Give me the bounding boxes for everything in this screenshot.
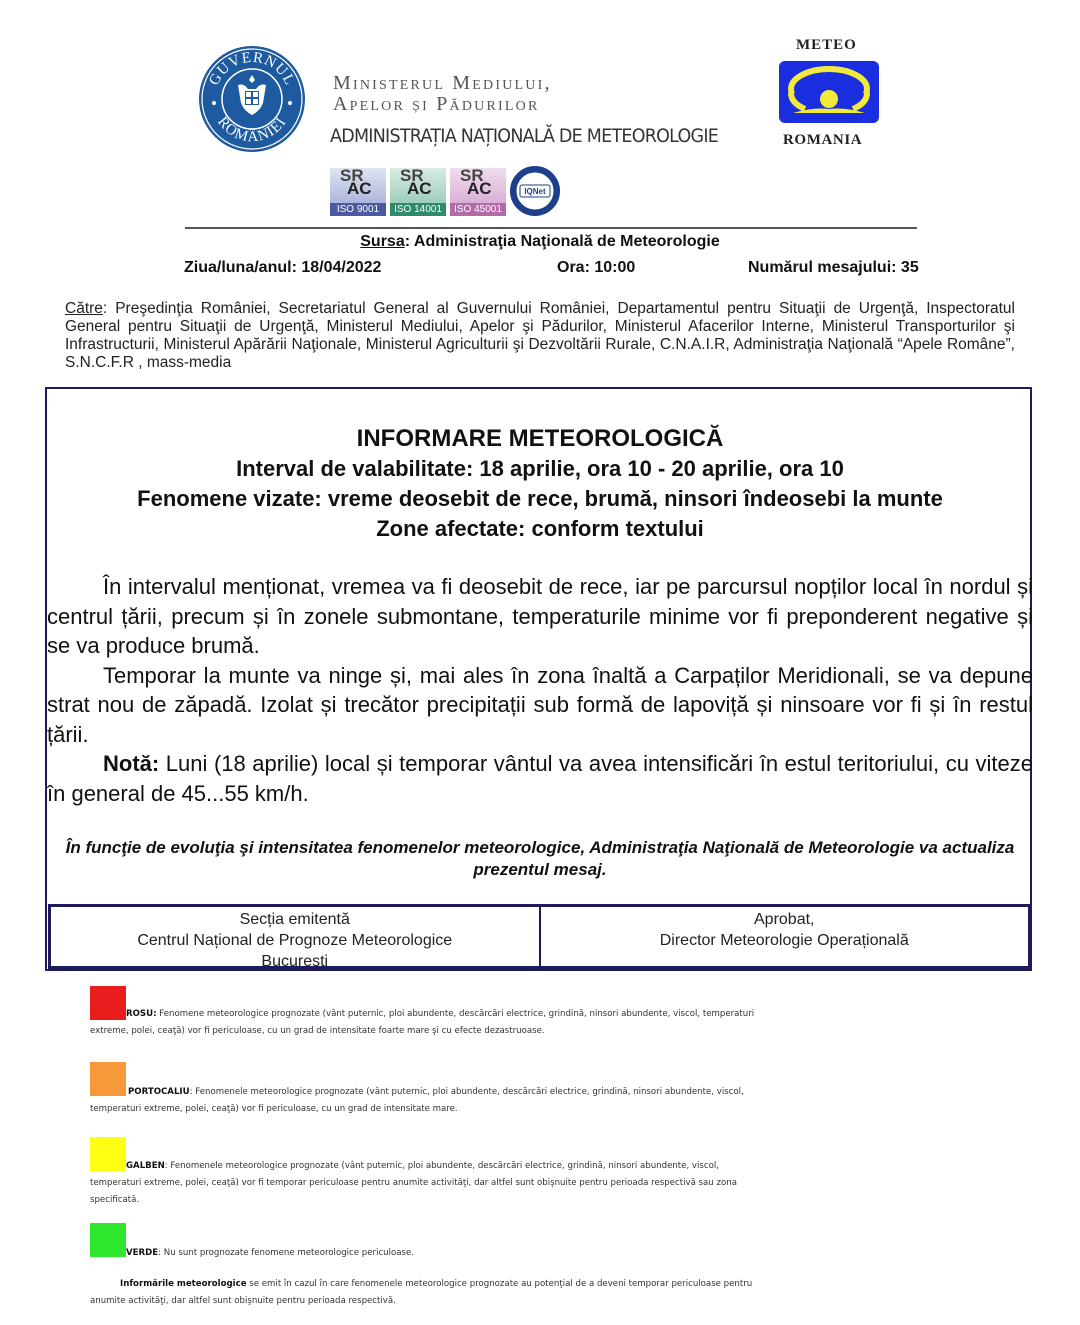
legend-red-text: Fenomene meteorologice prognozate (vânt puternic, ploi abundente, descărcări electrice, grindină, ninsori abundente, viscol, temperaturi extreme, polei, ceaţă) vor fi periculoase, cu un grad de intensitate foarte mare şi cu efecte dezastruoase. bbox=[90, 1009, 755, 1036]
approval-cell bbox=[541, 907, 1029, 966]
validity-interval: Interval de valabilitate: 18 aprilie, ora 10 - 20 aprilie, ora 10 bbox=[236, 456, 844, 481]
ministry-line-1: Ministerul Mediului, bbox=[333, 72, 552, 94]
svg-text:IQNet: IQNet bbox=[524, 187, 546, 196]
approval-title: Director Meteorologie Operațională bbox=[659, 932, 909, 949]
bulletin-title: INFORMARE METEOROLOGICĂ bbox=[356, 425, 724, 452]
legend-red bbox=[90, 1006, 770, 1040]
legend-yellow bbox=[90, 1158, 770, 1209]
targeted-phenomena: Fenomene vizate: vreme deosebit de rece, brumă, ninsori îndeosebi la munte bbox=[137, 486, 943, 511]
issue-time: Ora: 10:00 bbox=[557, 259, 636, 276]
legend-orange-code: PORTOCALIU bbox=[128, 1087, 190, 1097]
legend-green bbox=[90, 1245, 770, 1262]
iso-45001-badge: SR AC ISO 45001 bbox=[450, 168, 506, 216]
issuing-section-label: Secția emitentă bbox=[239, 911, 350, 928]
footer-note-bold: Informările meteorologice bbox=[120, 1279, 247, 1289]
message-number: Numărul mesajului: 35 bbox=[748, 259, 919, 276]
iqnet-certification-icon bbox=[510, 166, 560, 216]
body-note bbox=[47, 749, 1033, 808]
government-seal-logo bbox=[198, 45, 306, 153]
legend-orange-text: : Fenomenele meteorologice prognozate (vânt puternic, ploi abundente, descărcări electrice, grindină, ninsori abundente, viscol, temperaturi extreme, polei, ceaţă) vor fi periculoase, cu un grad de intensitate mare. bbox=[90, 1087, 744, 1114]
certification-badges bbox=[330, 166, 560, 216]
footer-note bbox=[90, 1276, 770, 1310]
signature-table bbox=[48, 904, 1031, 970]
issuing-section-city: București bbox=[261, 953, 329, 970]
source-label: Sursa bbox=[360, 233, 405, 250]
recipients-paragraph bbox=[65, 300, 1015, 372]
bulletin-body bbox=[47, 572, 1033, 808]
meteo-label: METEO bbox=[796, 37, 857, 53]
body-paragraph-2: Temporar la munte va ninge și, mai ales în zona înaltă a Carpaților Meridionali, se va depune strat nou de zăpadă. Izolat și trecător precipitații sub formă de lapoviță și ninsoare vor fi și în restul țării. bbox=[47, 662, 1033, 747]
recipients-text: : Preşedinţia României, Secretariatul General al Guvernului României, Departamentul pentru Situaţii de Urgenţă, Inspectoratul General pentru Situaţii de Urgenţă, Ministerul Mediului, Apelor şi Pădurilor, Ministerul Afacerilor Interne, Ministerul Transporturilor şi Infrastructurii, Ministerul Apărării Naţionale, Ministerul Agriculturii şi Dezvoltării Rurale, C.N.A.I.R, Administraţia Naţională “Apele Române”, S.N.C.F.R , mass-media bbox=[65, 300, 1015, 371]
legend-green-text: : Nu sunt prognozate fenomene meteorologice periculoase. bbox=[158, 1248, 415, 1258]
legend-yellow-text: : Fenomenele meteorologice prognozate (vânt puternic, ploi abundente, descărcări electrice, grindină, ninsori abundente, viscol, temperaturi extreme, polei, ceaţă) vor fi temporar periculoase pentru anumite activităţi, dar altfel sunt obişnuite pentru perioada respectivă sau zona specificată. bbox=[90, 1161, 737, 1205]
bulletin-heading bbox=[45, 424, 1035, 544]
meteo-romania-emblem-icon bbox=[779, 61, 879, 123]
romania-label: ROMANIA bbox=[783, 132, 863, 148]
ministry-line-2: Apelor și Pădurilor bbox=[333, 93, 540, 115]
ministry-name bbox=[333, 73, 552, 115]
note-text: Luni (18 aprilie) local și temporar vântul va avea intensificări în estul teritoriului, cu viteze în general de 45...55 km/h. bbox=[47, 751, 1033, 806]
body-paragraph-1: În intervalul menționat, vremea va fi deosebit de rece, iar pe parcursul nopților local în nordul și centrul țării, precum și în zonele submontane, temperaturile minime vor fi preponderent negative și se va produce brumă. bbox=[47, 574, 1033, 658]
guvernul-romaniei-seal-icon bbox=[198, 45, 306, 153]
update-notice: În funcţie de evoluţia şi intensitatea fenomenelor meteorologice, Administraţia Naţională de Meteorologie va actualiza prezentul mesaj. bbox=[65, 838, 1015, 879]
affected-zones: Zone afectate: conform textului bbox=[376, 516, 704, 541]
svg-text:ROMÂNIEI: ROMÂNIEI bbox=[214, 114, 290, 146]
approval-label: Aprobat, bbox=[754, 911, 815, 928]
legend-orange bbox=[90, 1084, 770, 1118]
agency-name: ADMINISTRAȚIA NAȚIONALĂ DE METEOROLOGIE bbox=[330, 125, 719, 147]
legend-red-code: ROSU: bbox=[126, 1009, 157, 1019]
recipients-label: Către bbox=[65, 300, 103, 317]
iso-14001-badge: SR AC ISO 14001 bbox=[390, 168, 446, 216]
svg-text:GUVERNUL: GUVERNUL bbox=[206, 49, 298, 89]
note-label: Notă: bbox=[103, 751, 160, 776]
legend-yellow-code: GALBEN bbox=[126, 1161, 165, 1171]
issuing-section-name: Centrul Național de Prognoze Meteorologice bbox=[137, 932, 453, 949]
issue-date: Ziua/luna/anul: 18/04/2022 bbox=[184, 259, 382, 276]
iso-9001-badge: SR AC ISO 9001 bbox=[330, 168, 386, 216]
footer-note-text: se emit în cazul în care fenomenele meteorologice prognozate au potenţial de a deveni temporar periculoase pentru anumite activităţi, dar altfel sunt obişnuite pentru perioada respectivă. bbox=[90, 1279, 753, 1306]
source-line bbox=[0, 233, 1080, 251]
meteo-romania-logo bbox=[779, 61, 879, 123]
source-value: : Administraţia Naţională de Meteorologie bbox=[404, 233, 720, 250]
legend-green-code: VERDE bbox=[126, 1248, 159, 1258]
header-divider bbox=[185, 227, 917, 229]
issuing-section-cell bbox=[51, 907, 541, 970]
